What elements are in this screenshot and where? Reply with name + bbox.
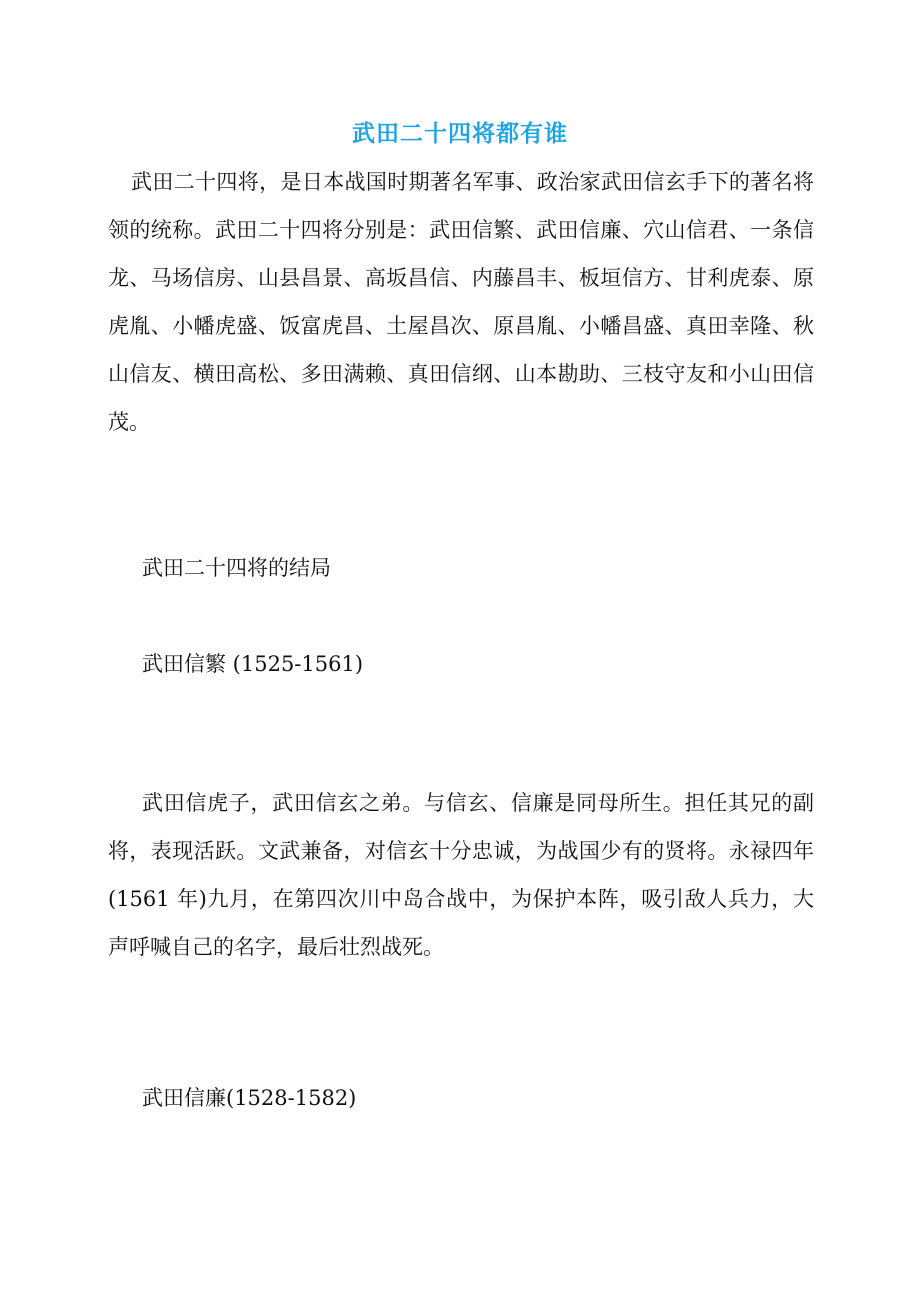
page-title: 武田二十四将都有谁 — [352, 120, 568, 147]
entry-heading-nobukado: 武田信廉(1528-1582) — [142, 1086, 357, 1110]
entry-heading-shinshige: 武田信繁 (1525-1561) — [142, 652, 364, 676]
section-heading: 武田二十四将的结局 — [142, 556, 331, 580]
intro-paragraph: 武田二十四将，是日本战国时期著名军事、政治家武田信玄手下的著名将领的统称。武田二十四将分别是：武田信繁、武田信廉、穴山信君、一条信龙、马场信房、山县昌景、高坂昌信、内藤昌丰、板垣信方、甘利虎泰、原虎胤、小幡虎盛、饭富虎昌、土屋昌次、原昌胤、小幡昌盛、真田幸隆、秋山信友、横田高松、多田满赖、真田信纲、山本勘助、三枝守友和小山田信茂。 — [108, 170, 814, 434]
entry-body-shinshige: 武田信虎子，武田信玄之弟。与信玄、信廉是同母所生。担任其兄的副将，表现活跃。文武兼备，对信玄十分忠诚，为战国少有的贤将。永禄四年(1561 年)九月，在第四次川中岛合战中，为保护本阵，吸引敌人兵力，大声呼喊自己的名字，最后壮烈战死。 — [108, 791, 814, 959]
